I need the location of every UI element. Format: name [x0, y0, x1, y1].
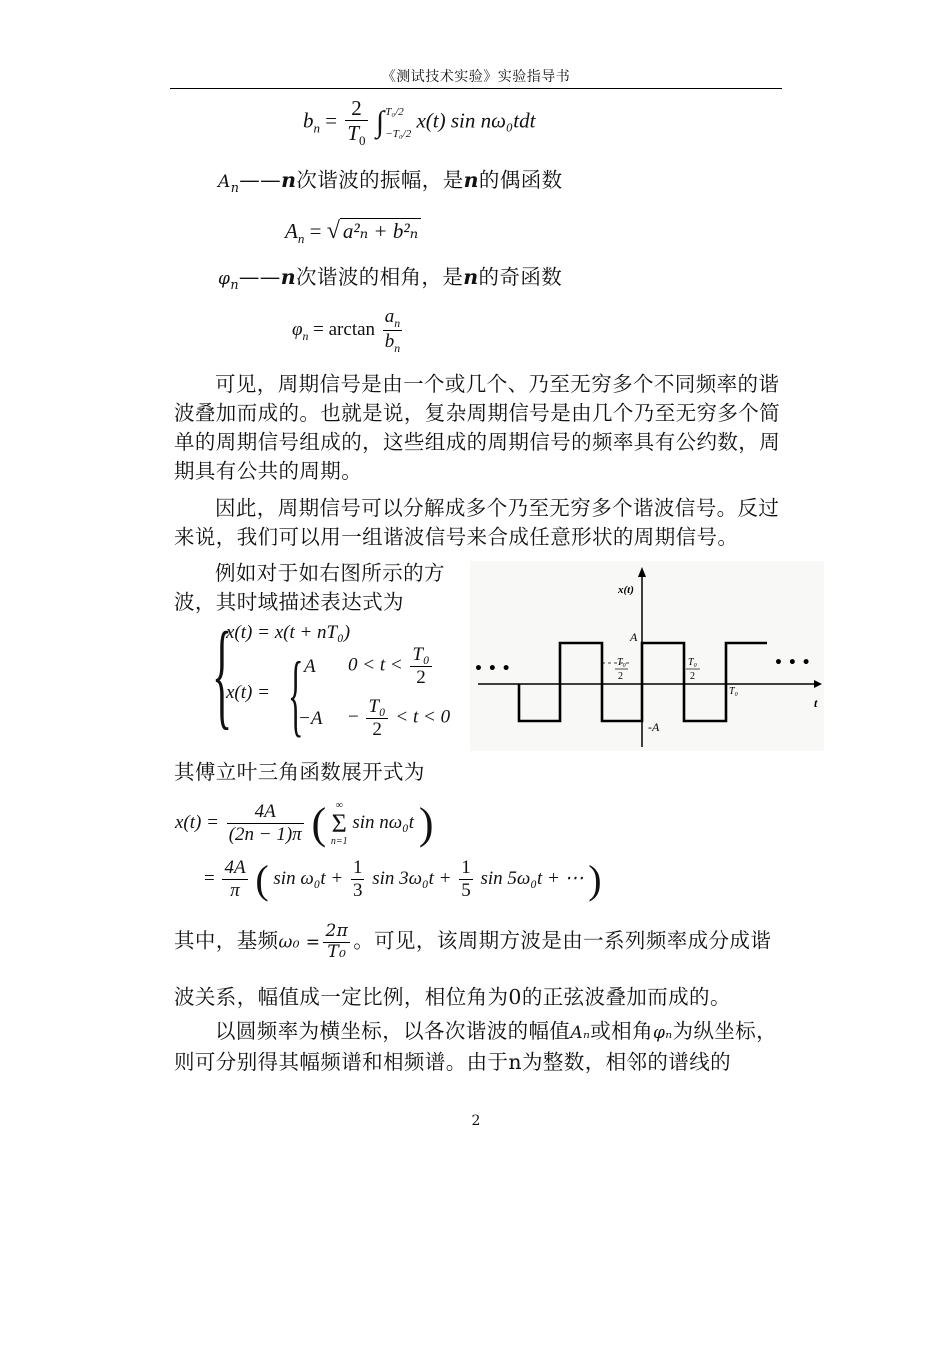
piecewise-outer-brace: { — [212, 607, 233, 740]
case2-cond-frac — [366, 696, 387, 741]
case2-cond-num: T₀ — [368, 696, 386, 717]
example-line1: 例如对于如右图所示的方 — [215, 561, 445, 585]
case2-value: −A — [298, 708, 323, 729]
c1-den: 3 — [352, 880, 363, 901]
phi-num-sub: n — [394, 316, 401, 330]
phi-dash: —— — [238, 265, 281, 289]
p5-num: 2π — [325, 921, 349, 941]
phi-den-b: b — [384, 331, 395, 353]
phi-text2: 的奇函数 — [478, 265, 563, 289]
sum-top: ∞ — [335, 799, 343, 811]
square-wave-figure — [470, 561, 824, 751]
paragraph-spectrum — [174, 1017, 786, 1077]
c2-frac — [459, 857, 473, 902]
paragraph-decomposition: 因此，周期信号可以分解成多个乃至无穷多个谐波信号。反过来说，我们可以用一组谐波信号来合成任意形状的周期信号。 — [174, 496, 780, 549]
bn-frac-den — [345, 121, 367, 149]
An-text2: 的偶函数 — [478, 168, 563, 192]
phi-symbol: φ — [218, 269, 231, 289]
bn-fraction — [345, 96, 367, 149]
case2-cond-den: 2 — [372, 718, 382, 740]
label-negA: -A — [648, 720, 660, 734]
phi-den-sub: n — [394, 342, 401, 356]
fourier-lhs: x(t) = — [175, 811, 219, 833]
An-sub: n — [230, 180, 240, 196]
fourier-coef-frac — [227, 801, 304, 846]
label-T0: T₀ — [729, 686, 739, 697]
equation-phi — [292, 306, 405, 356]
An-symbol: A — [218, 172, 231, 192]
c2-den: 5 — [461, 880, 471, 901]
p6-pre: 以圆频率为横坐标，以各次谐波的幅值 — [215, 1019, 571, 1043]
p6-mid: 或相角 — [590, 1019, 653, 1043]
definition-An — [218, 166, 830, 202]
p5-frac — [323, 922, 350, 962]
running-header: 《测试技术实验》实验指导书 — [381, 69, 571, 85]
fourier-coef-num: 4A — [227, 801, 304, 824]
bn-frac-den-sub: 0 — [359, 133, 366, 149]
equals-sign: = — [325, 108, 343, 133]
case1-cond-num: T₀ — [412, 644, 430, 665]
integral-limits — [385, 101, 411, 145]
integral-upper: T₀/2 — [385, 105, 404, 118]
equals-sign: = — [309, 219, 327, 243]
case1-condition — [348, 644, 435, 689]
term1: sin ω₀t + — [273, 867, 344, 889]
An-n: n — [281, 168, 297, 192]
term2: sin 3ω₀t + — [372, 867, 452, 889]
paragraph-periodic-signal: 可见，周期信号是由一个或几个、乃至无穷多个不同频率的谐波叠加而成的。也就是说，复杂周期信号是由几个乃至无穷多个简单的周期信号组成的，这些组成的周期信号的频率具有公约数，周期具有公共的周期。 — [174, 372, 781, 483]
bn-integrand: x(t) sin nω₀tdt — [416, 108, 536, 133]
paragraph-fourier-intro: 其傅立叶三角函数展开式为 — [174, 760, 425, 784]
p6-phi: φₙ — [652, 1023, 673, 1043]
equation-bn — [303, 96, 535, 156]
label-pos-half-num: T₀ — [688, 657, 698, 668]
equation-An — [285, 218, 421, 247]
piecewise-definition — [212, 607, 462, 745]
integral-lower: −T₀/2 — [385, 127, 412, 140]
t-axis-arrow — [814, 680, 822, 688]
term3: sin 5ω₀t + ⋯ — [480, 867, 584, 889]
case2-cond-pre: − — [348, 706, 359, 728]
phi-frac-num — [383, 306, 402, 331]
sum-bottom: n=1 — [330, 835, 348, 847]
label-A: A — [630, 630, 638, 644]
p5-post: 。可见，该周期方波是由一系列频率成分成谐 — [353, 928, 772, 953]
fourier2-coef-den: π — [230, 880, 240, 901]
An-eq-rhs: a²ₙ + b²ₙ — [340, 218, 421, 243]
bn-symbol: b — [303, 108, 314, 133]
definition-phi — [218, 263, 830, 299]
case1-cond-pre: 0 < t < — [348, 654, 403, 676]
An-text1: 次谐波的振幅，是 — [296, 168, 464, 192]
label-neg-half-num: T₀ — [617, 657, 627, 668]
y-axis-label: x(t) — [618, 584, 634, 596]
sqrt-sign: √ — [326, 218, 340, 244]
p5-pre: 其中，基频 — [174, 928, 279, 953]
phi-frac-den — [383, 331, 402, 355]
dots-right: • • • — [774, 655, 811, 671]
phi-text1: 次谐波的相角，是 — [296, 265, 464, 289]
c2-num: 1 — [461, 857, 471, 879]
fourier-expansion-line1 — [175, 798, 433, 854]
x-axis-arrow — [638, 567, 646, 577]
p5-den: T₀ — [327, 941, 347, 962]
header-rule — [170, 88, 782, 89]
piecewise-inner-brace: { — [288, 643, 304, 745]
phi-eq-sub: n — [302, 330, 309, 343]
c1-frac — [351, 857, 365, 902]
periodicity-line: x(t) = x(t + nT₀) — [226, 622, 351, 643]
example-line2: 波，其时域描述表达式为 — [174, 590, 404, 614]
case2-cond-post: < t < 0 — [395, 706, 451, 728]
phi-num-a: a — [384, 306, 395, 327]
c1-num: 1 — [352, 857, 363, 879]
label-pos-half-den: 2 — [690, 671, 695, 682]
right-paren: ) — [418, 799, 434, 848]
fourier-expansion-line2 — [204, 856, 602, 912]
summation — [331, 801, 348, 847]
right-paren-2: ) — [588, 857, 602, 902]
left-paren: ( — [311, 799, 327, 848]
t-axis-label: t — [814, 696, 818, 710]
case1-cond-den: 2 — [416, 666, 426, 688]
An-eq-sub: n — [297, 231, 305, 247]
phi-fraction — [383, 306, 402, 356]
fourier-eq2: = — [204, 867, 215, 889]
case2-condition — [348, 696, 450, 741]
phi-eq-lhs: φ — [292, 319, 303, 341]
p5-omega: ω₀ = — [278, 932, 321, 953]
label-neg-half-den: 2 — [618, 671, 623, 682]
equals-sign: = — [313, 319, 329, 341]
case1-cond-frac — [410, 644, 431, 689]
phi-n: n — [280, 265, 297, 289]
dots-left: • • • — [474, 661, 511, 677]
phi-sub: n — [230, 277, 239, 293]
left-paren-2: ( — [255, 857, 269, 902]
bn-frac-den-T: T — [347, 121, 360, 146]
paragraph-fundamental-line2: 波关系，幅值成一定比例，相位角为0的正弦波叠加而成的。 — [174, 985, 731, 1009]
bn-frac-num: 2 — [345, 96, 367, 121]
p6-post: 为纵坐标，则可分别得其幅频谱和相频谱。由于n为整数，相邻的谱线的 — [174, 1019, 778, 1074]
page-number: 2 — [471, 1113, 481, 1129]
integral-sign: ∫ — [375, 105, 385, 139]
An-n2: n — [463, 168, 479, 192]
phi-n2: n — [463, 265, 479, 289]
bn-sub: n — [313, 120, 321, 136]
square-wave-svg — [470, 561, 824, 751]
arctan-func: arctan — [328, 319, 376, 341]
square-wave-trace — [519, 643, 767, 721]
sum-sign: Σ — [331, 808, 347, 838]
paragraph-fundamental — [174, 922, 786, 972]
fourier2-coef-num: 4A — [224, 857, 246, 879]
An-eq-lhs: A — [285, 219, 298, 243]
p6-An: Aₙ — [570, 1023, 591, 1043]
fourier2-coef-frac — [222, 857, 247, 902]
fourier-coef-den: (2n − 1)π — [228, 824, 302, 845]
An-dash: —— — [239, 168, 282, 192]
piecewise-lhs: x(t) = — [226, 682, 270, 703]
case1-value: A — [304, 656, 316, 677]
fourier-term: sin nω₀t — [352, 811, 415, 833]
